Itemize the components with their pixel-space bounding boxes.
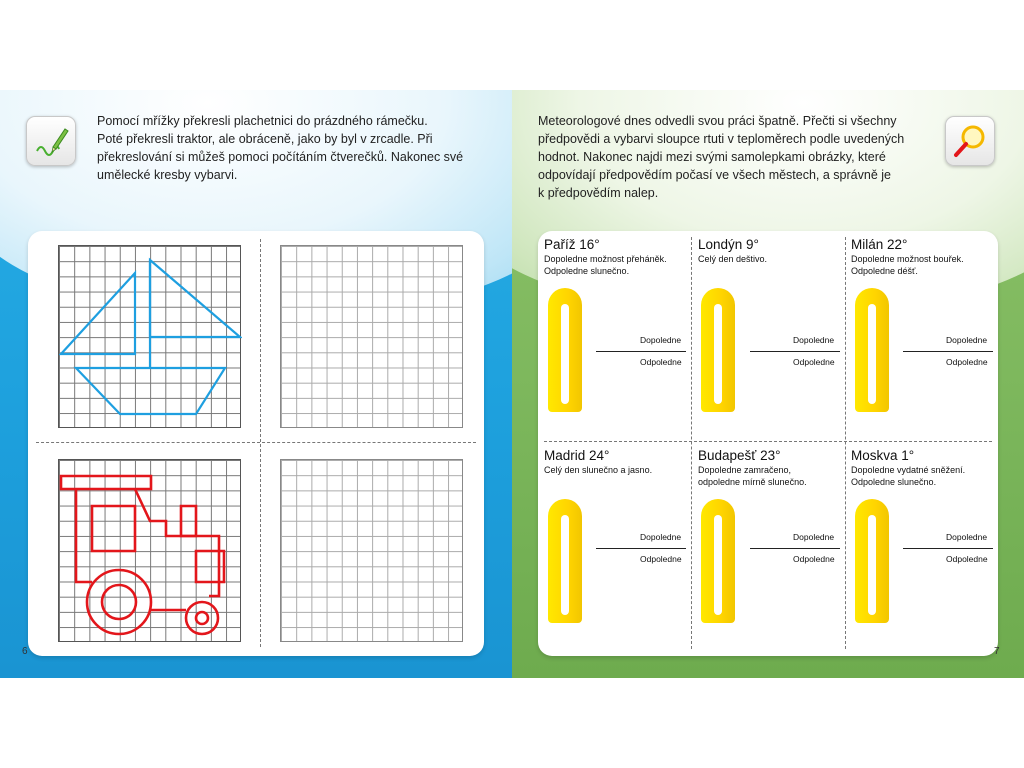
forecast-text: Odpoledne slunečno. (851, 477, 937, 487)
forecast-text: Dopoledne zamračeno, (698, 465, 792, 475)
instruction-line: překreslování si můžeš pomoci počítáním čtverečků. Nakonec své (97, 150, 464, 164)
thermometer[interactable] (548, 499, 582, 623)
afternoon-label: Odpoledne (793, 554, 835, 564)
forecast-text: Dopoledne možnost přeháněk. (544, 254, 667, 264)
empty-grid-top[interactable] (280, 245, 463, 428)
morning-label: Dopoledne (793, 532, 835, 542)
left-instructions (97, 112, 497, 184)
answer-line[interactable] (596, 548, 686, 549)
city-name: Budapešť 23° (698, 448, 781, 463)
city-name: Paříž 16° (544, 237, 600, 252)
forecast-text: Dopoledne možnost bouřek. (851, 254, 964, 264)
pencil-drawing-icon (26, 116, 76, 166)
afternoon-label: Odpoledne (640, 554, 682, 564)
city-name: Milán 22° (851, 237, 908, 252)
afternoon-label: Odpoledne (946, 554, 988, 564)
magnifier-icon (945, 116, 995, 166)
afternoon-label: Odpoledne (640, 357, 682, 367)
instruction-line: odpovídají předpovědím počasí ve všech městech, a správně je (538, 168, 891, 182)
forecast-text: odpoledne mírně slunečno. (698, 477, 807, 487)
forecast-cell-milan (851, 237, 1004, 277)
tractor-grid (58, 459, 241, 642)
tractor-drawing (59, 460, 242, 643)
answer-line[interactable] (596, 351, 686, 352)
forecast-cell-moscow (851, 448, 1004, 488)
right-page (512, 90, 1024, 678)
right-instructions (538, 112, 948, 202)
instruction-line: umělecké kresby vybarvi. (97, 168, 238, 182)
thermometer[interactable] (548, 288, 582, 412)
forecast-text: Odpoledne déšť. (851, 266, 918, 276)
weather-card (538, 231, 998, 656)
morning-label: Dopoledne (640, 532, 682, 542)
afternoon-label: Odpoledne (946, 357, 988, 367)
forecast-cell-paris (544, 237, 697, 277)
instruction-line: hodnot. Nakonec najdi mezi svými samolepkami obrázky, které (538, 150, 886, 164)
instruction-line: předpovědi a vybarvi sloupce rtuti v teploměrech podle uvedených (538, 132, 905, 146)
page-number-left: 6 (22, 646, 28, 657)
instruction-line: Poté překresli traktor, ale obráceně, jako by byl v zrcadle. Při (97, 132, 433, 146)
thermometer[interactable] (855, 288, 889, 412)
city-name: Moskva 1° (851, 448, 915, 463)
sailboat-grid (58, 245, 241, 428)
book-spread (0, 90, 1024, 678)
answer-line[interactable] (750, 548, 840, 549)
empty-grid-bottom[interactable] (280, 459, 463, 642)
thermometer[interactable] (855, 499, 889, 623)
afternoon-label: Odpoledne (793, 357, 835, 367)
left-page (0, 90, 512, 678)
forecast-cell-london (698, 237, 851, 265)
city-name: Madrid 24° (544, 448, 610, 463)
forecast-text: Dopoledne vydatné sněžení. (851, 465, 966, 475)
sailboat-drawing (59, 246, 242, 429)
forecast-text: Celý den deštivo. (698, 254, 768, 264)
thermometer[interactable] (701, 288, 735, 412)
drawing-card (28, 231, 484, 656)
page-number-right: 7 (994, 646, 1000, 657)
answer-line[interactable] (903, 548, 993, 549)
morning-label: Dopoledne (946, 532, 988, 542)
morning-label: Dopoledne (640, 335, 682, 345)
forecast-text: Odpoledne slunečno. (544, 266, 630, 276)
morning-label: Dopoledne (946, 335, 988, 345)
instruction-line: Meteorologové dnes odvedli svou práci špatně. Přečti si všechny (538, 114, 897, 128)
forecast-text: Celý den slunečno a jasno. (544, 465, 653, 475)
thermometer[interactable] (701, 499, 735, 623)
instruction-line: Pomocí mřížky překresli plachetnici do prázdného rámečku. (97, 114, 428, 128)
morning-label: Dopoledne (793, 335, 835, 345)
forecast-cell-budapest (698, 448, 851, 488)
city-name: Londýn 9° (698, 237, 759, 252)
answer-line[interactable] (750, 351, 840, 352)
answer-line[interactable] (903, 351, 993, 352)
instruction-line: k předpovědím nalep. (538, 186, 659, 200)
forecast-cell-madrid (544, 448, 697, 476)
